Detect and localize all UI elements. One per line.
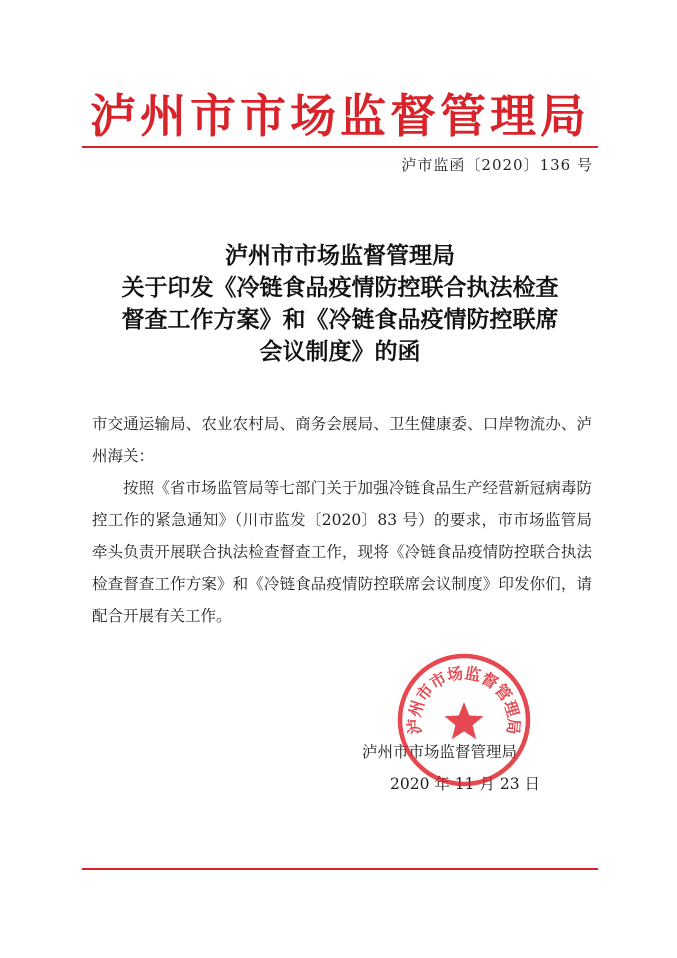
- signature-date: 2020 年 11 月 23 日: [390, 775, 541, 793]
- document-number: 泸市监函〔2020〕136 号: [401, 156, 593, 174]
- salutation: 市交通运输局、农业农村局、商务会展局、卫生健康委、口岸物流办、泸州海关：: [92, 415, 592, 465]
- document-body: [92, 408, 592, 632]
- seal-star-icon: [445, 702, 484, 739]
- title-line: 会议制度》的函: [259, 338, 421, 365]
- document-title: [60, 240, 620, 368]
- seal-text: 泸州市市场监督管理局: [404, 663, 524, 736]
- title-line: 泸州市市场监督管理局: [225, 242, 455, 269]
- masthead-agency-name: 泸州市市场监督管理局: [90, 89, 590, 143]
- body-paragraph: 按照《省市场监管局等七部门关于加强冷链食品生产经营新冠病毒防控工作的紧急通知》（川市监发〔2020〕83 号）的要求，市市场监管局牵头负责开展联合执法检查督查工作，现将《冷链食品疫情防控联合执法检查督查工作方案》和《冷链食品疫情防控联席会议制度》印发你们，请配合开展有关工作。: [92, 479, 592, 625]
- footer-red-rule: [82, 868, 598, 870]
- signature-organization: 泸州市市场监督管理局: [362, 743, 518, 761]
- title-line: 督查工作方案》和《冷链食品疫情防控联席: [121, 306, 559, 333]
- official-seal-stamp: [396, 652, 532, 788]
- masthead-red-rule: [82, 146, 598, 148]
- title-line: 关于印发《冷链食品疫情防控联合执法检查: [121, 274, 559, 301]
